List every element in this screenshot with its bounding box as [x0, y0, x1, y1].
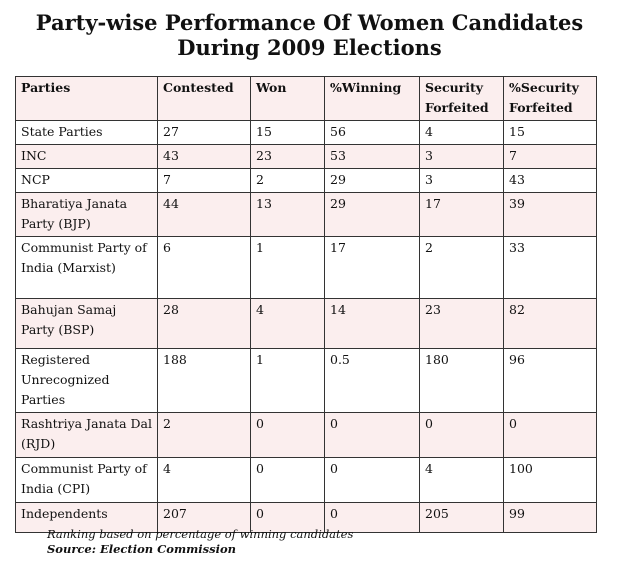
cell-party: Registered Unrecognized Parties [16, 349, 158, 413]
cell-won: 15 [251, 121, 325, 145]
header-security-forfeited-pct: %Security Forfeited [504, 77, 597, 121]
cell-party: Communist Party of India (CPI) [16, 458, 158, 503]
header-won: Won [251, 77, 325, 121]
cell-forfeited: 4 [420, 121, 504, 145]
cell-party: NCP [16, 169, 158, 193]
header-winning-pct: %Winning [325, 77, 420, 121]
cell-forfeited: 0 [420, 413, 504, 458]
cell-won: 23 [251, 145, 325, 169]
cell-winning-pct: 53 [325, 145, 420, 169]
cell-forfeited-pct: 100 [504, 458, 597, 503]
cell-forfeited-pct: 7 [504, 145, 597, 169]
table-row [16, 299, 597, 349]
title-line-2: During 2009 Elections [177, 35, 442, 60]
cell-winning-pct: 29 [325, 193, 420, 237]
cell-winning-pct: 0 [325, 413, 420, 458]
cell-forfeited: 17 [420, 193, 504, 237]
cell-contested: 7 [158, 169, 251, 193]
cell-forfeited-pct: 0 [504, 413, 597, 458]
cell-party: Independents [16, 503, 158, 533]
cell-forfeited: 3 [420, 169, 504, 193]
cell-contested: 28 [158, 299, 251, 349]
table-row [16, 237, 597, 299]
cell-contested: 188 [158, 349, 251, 413]
cell-contested: 4 [158, 458, 251, 503]
cell-contested: 43 [158, 145, 251, 169]
cell-winning-pct: 0.5 [325, 349, 420, 413]
cell-forfeited: 2 [420, 237, 504, 299]
table-row [16, 145, 597, 169]
cell-winning-pct: 56 [325, 121, 420, 145]
cell-party: INC [16, 145, 158, 169]
cell-forfeited: 3 [420, 145, 504, 169]
cell-party: Communist Party of India (Marxist) [16, 237, 158, 299]
cell-forfeited: 23 [420, 299, 504, 349]
header-security-forfeited: Security Forfeited [420, 77, 504, 121]
cell-contested: 6 [158, 237, 251, 299]
cell-won: 4 [251, 299, 325, 349]
cell-forfeited-pct: 39 [504, 193, 597, 237]
header-contested: Contested [158, 77, 251, 121]
table-header-row [16, 77, 597, 121]
cell-winning-pct: 0 [325, 458, 420, 503]
header-parties: Parties [16, 77, 158, 121]
cell-winning-pct: 0 [325, 503, 420, 533]
cell-contested: 27 [158, 121, 251, 145]
cell-forfeited-pct: 96 [504, 349, 597, 413]
table-row [16, 169, 597, 193]
table-row [16, 121, 597, 145]
cell-forfeited: 4 [420, 458, 504, 503]
cell-party: Bharatiya Janata Party (BJP) [16, 193, 158, 237]
cell-contested: 2 [158, 413, 251, 458]
cell-won: 0 [251, 413, 325, 458]
chart-title [0, 10, 619, 60]
cell-forfeited: 180 [420, 349, 504, 413]
cell-winning-pct: 14 [325, 299, 420, 349]
ranking-note: Ranking based on percentage of winning candidates [47, 527, 354, 541]
table-row [16, 413, 597, 458]
cell-party: State Parties [16, 121, 158, 145]
cell-won: 13 [251, 193, 325, 237]
cell-won: 1 [251, 237, 325, 299]
cell-forfeited-pct: 15 [504, 121, 597, 145]
source-note: Source: Election Commission [47, 542, 237, 556]
cell-forfeited: 205 [420, 503, 504, 533]
cell-contested: 207 [158, 503, 251, 533]
cell-party: Bahujan Samaj Party (BSP) [16, 299, 158, 349]
cell-forfeited-pct: 82 [504, 299, 597, 349]
table-row [16, 349, 597, 413]
cell-won: 1 [251, 349, 325, 413]
title-line-1: Party-wise Performance Of Women Candidates [35, 10, 584, 35]
performance-table [15, 76, 597, 533]
cell-party: Rashtriya Janata Dal (RJD) [16, 413, 158, 458]
cell-contested: 44 [158, 193, 251, 237]
cell-won: 0 [251, 458, 325, 503]
cell-won: 0 [251, 503, 325, 533]
cell-forfeited-pct: 99 [504, 503, 597, 533]
table-row [16, 193, 597, 237]
cell-forfeited-pct: 33 [504, 237, 597, 299]
cell-winning-pct: 29 [325, 169, 420, 193]
cell-forfeited-pct: 43 [504, 169, 597, 193]
table-body [16, 121, 597, 533]
cell-won: 2 [251, 169, 325, 193]
table-row [16, 458, 597, 503]
cell-winning-pct: 17 [325, 237, 420, 299]
footnotes [47, 527, 353, 557]
